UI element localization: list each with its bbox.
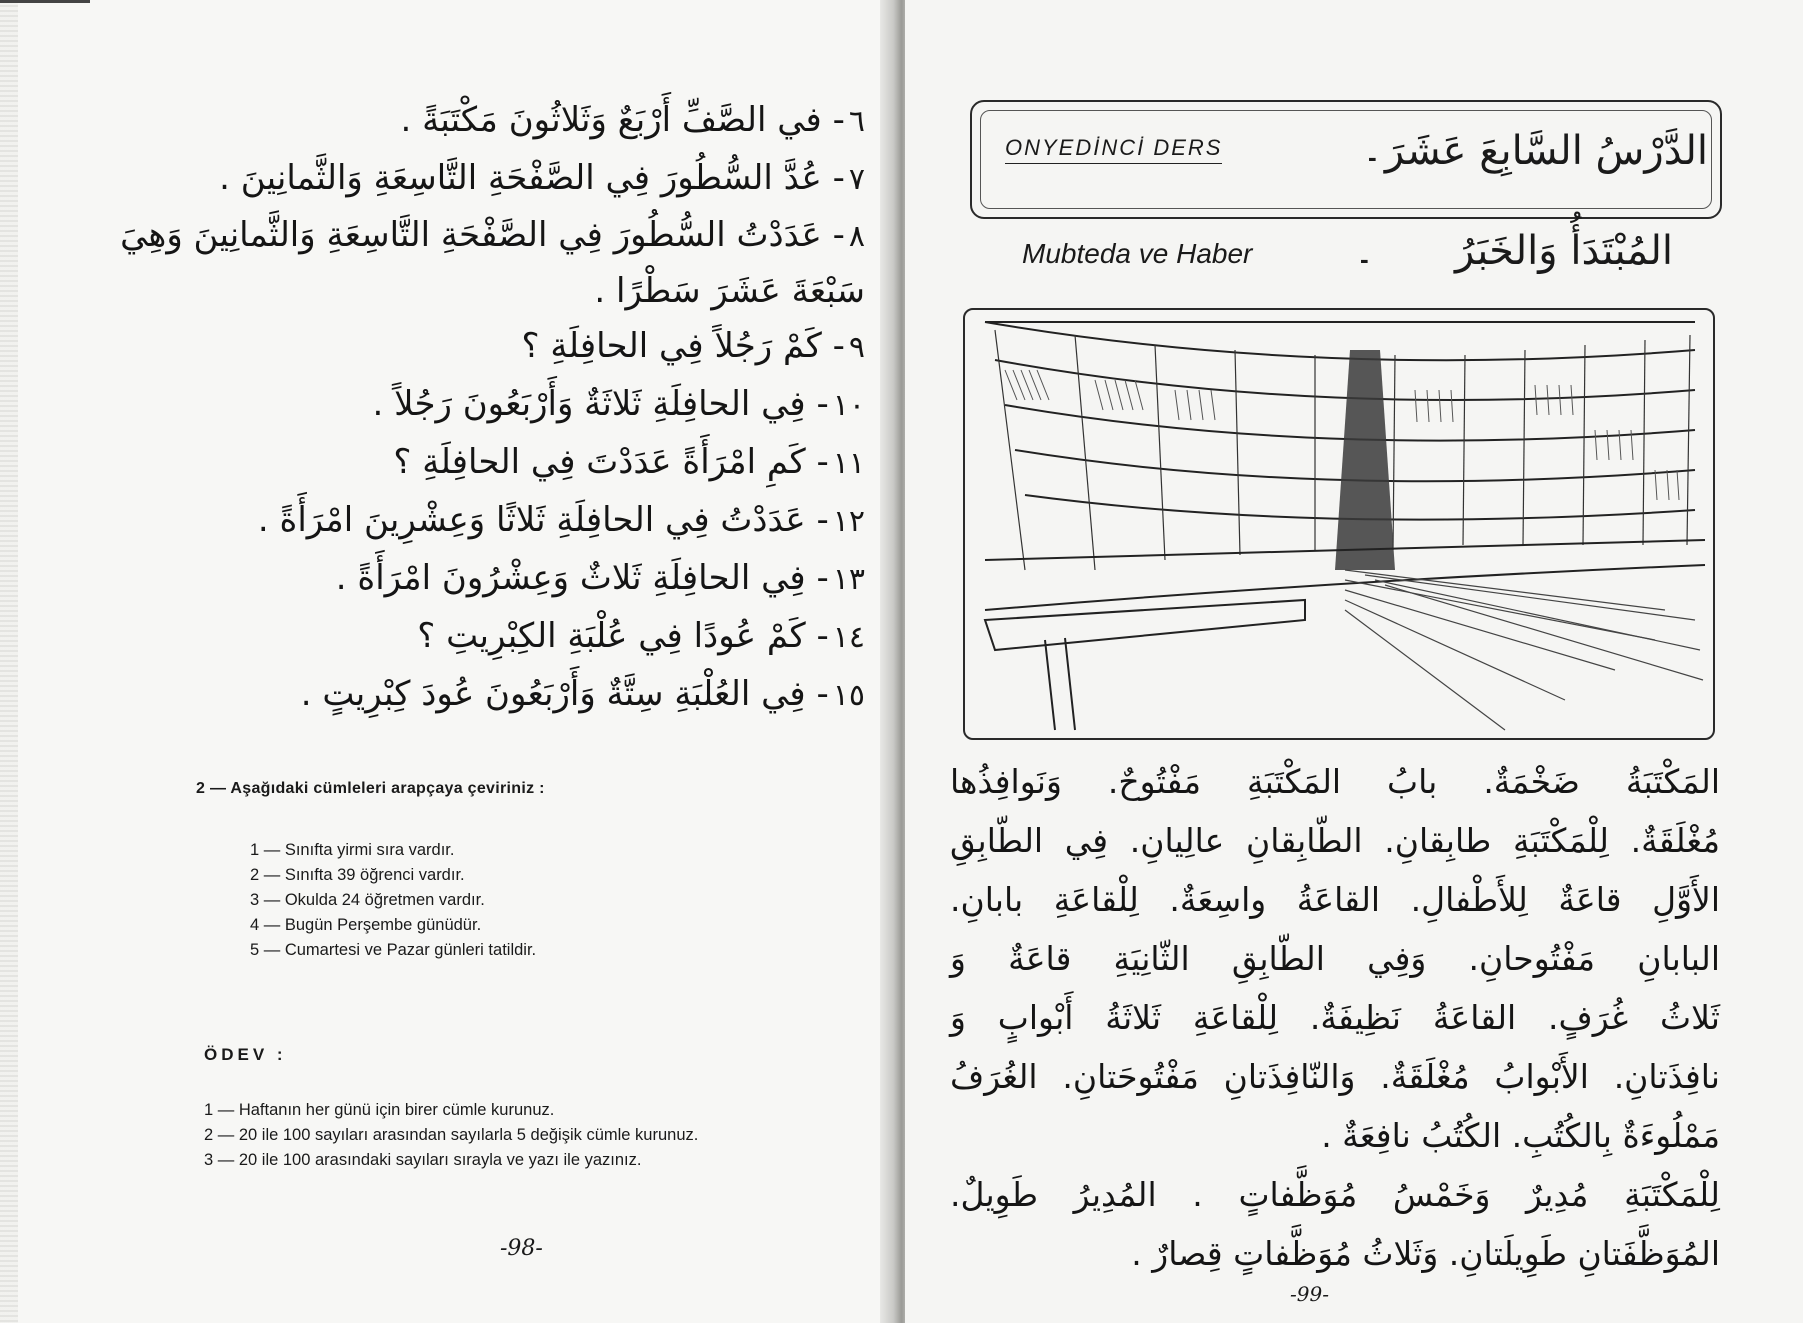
sentence-text: فِي الحافِلَةِ ثَلاثٌ وَعِشْرُونَ امْرَأَةً . [335, 558, 806, 598]
sentence-number: ١٤ [832, 620, 865, 655]
exercise-heading: 2 — Aşağıdaki cümleleri arapçaya çeviriniz : [196, 780, 545, 797]
topic-separator: - [1360, 244, 1369, 274]
sentence-text: فِي الحافِلَةِ ثَلاثَةٌ وَأَرْبَعُونَ رَجُلاً . [372, 384, 806, 424]
reading-passage [950, 752, 1720, 1283]
arabic-sentence: ١٤- كَمْ عُودًا فِي عُلْبَةِ الكِبْرِيتِ ؟ [417, 616, 865, 656]
sentence-text: عُدَّ السُّطُورَ فِي الصَّفْحَةِ التَّاسِعَةِ وَالثَّمانِينَ . [219, 158, 822, 198]
sentence-number: ٧ [848, 162, 865, 197]
sentence-number: ١١ [832, 446, 865, 481]
arabic-sentence: ٧- عُدَّ السُّطُورَ فِي الصَّفْحَةِ التَّاسِعَةِ وَالثَّمانِينَ . [219, 158, 865, 198]
arabic-sentence: ١٢- عَدَدْتُ فِي الحافِلَةِ ثَلاثًا وَعِشْرِينَ امْرَأَةً . [257, 500, 865, 540]
page-number-left: -98- [500, 1236, 543, 1261]
exercise-item: 5 — Cumartesi ve Pazar günleri tatildir. [250, 941, 537, 959]
arabic-exercise-list [105, 92, 865, 724]
sentence-number: ١٥ [832, 678, 865, 713]
sentence-number: ٩ [848, 330, 865, 365]
passage-line: المَكْتَبَةُ ضَخْمَةٌ. بابُ المَكْتَبَةِ مَفْتُوحٌ. وَنَوافِذُها [950, 762, 1720, 801]
sentence-number: ١٢ [832, 504, 865, 539]
homework-item: 3 — 20 ile 100 arasındaki sayıları sırayla ve yazı ile yazınız. [204, 1151, 642, 1169]
passage-line: مُغْلَقَةٌ. لِلْمَكْتَبَةِ طابِقانِ. الطّابِقانِ عالِيانِ. فِي الطّابِقِ [950, 821, 1720, 860]
sentence-number: ٨ [848, 219, 865, 254]
passage-line: لِلْمَكْتَبَةِ مُدِيرٌ وَخَمْسُ مُوَظَّفاتٍ . المُدِيرُ طَوِيلٌ. [950, 1175, 1720, 1214]
homework-list [204, 1098, 698, 1173]
exercise-item: 1 — Sınıfta yirmi sıra vardır. [250, 841, 455, 859]
exercise-item: 3 — Okulda 24 öğretmen vardır. [250, 891, 485, 909]
title-separator: - [1368, 142, 1377, 172]
library-illustration [963, 308, 1715, 740]
passage-line: البابانِ مَفْتُوحانِ. وَفِي الطّابِقِ الثّانِيَةِ قاعَةٌ وَ [950, 939, 1720, 978]
page-edge [0, 0, 18, 1323]
sentence-text: في الصَّفِّ أَرْبَعٌ وَثَلاثُونَ مَكْتَبَةً . [400, 100, 822, 140]
sentence-number: ٦ [848, 104, 865, 139]
homework-title: ÖDEV : [204, 1045, 287, 1064]
passage-line: الأَوَّلِ قاعَةٌ لِلأَطْفالِ. القاعَةُ واسِعَةٌ. لِلْقاعَةِ بابانِ. [950, 880, 1720, 919]
arabic-sentence: ١٣- فِي الحافِلَةِ ثَلاثٌ وَعِشْرُونَ امْرَأَةً . [335, 558, 865, 598]
passage-line: المُوَظَّفَتانِ طَوِيلَتانِ. وَثَلاثُ مُوَظَّفاتٍ قِصارٌ . [1131, 1234, 1720, 1273]
exercise-items [250, 838, 536, 963]
exercise-item: 4 — Bugün Perşembe günüdür. [250, 916, 482, 934]
homework-item: 1 — Haftanın her günü için birer cümle kurunuz. [204, 1101, 555, 1119]
sentence-text: كَمِ امْرَأَةً عَدَدْتَ فِي الحافِلَةِ ؟ [393, 442, 806, 482]
sentence-text: عَدَدْتُ فِي الحافِلَةِ ثَلاثًا وَعِشْرِينَ امْرَأَةً . [257, 500, 806, 540]
homework-item: 2 — 20 ile 100 sayıları arasından sayılarla 5 değişik cümle kurunuz. [204, 1126, 699, 1144]
sentence-text: فِي العُلْبَةِ سِتَّةٌ وَأَرْبَعُونَ عُودَ كِبْرِيتٍ . [300, 674, 806, 714]
library-drawing [965, 310, 1713, 738]
arabic-sentence: ١١- كَمِ امْرَأَةً عَدَدْتَ فِي الحافِلَةِ ؟ [393, 442, 865, 482]
sentence-number: ١٣ [832, 562, 865, 597]
top-rule [0, 0, 90, 3]
passage-line: نافِذَتانِ. الأَبْوابُ مُغْلَقَةٌ. وَالنّافِذَتانِ مَفْتُوحَتانِ. الغُرَفُ [950, 1057, 1720, 1096]
arabic-sentence: ١٠- فِي الحافِلَةِ ثَلاثَةٌ وَأَرْبَعُونَ رَجُلاً . [372, 384, 865, 424]
arabic-sentence: ١٥- فِي العُلْبَةِ سِتَّةٌ وَأَرْبَعُونَ عُودَ كِبْرِيتٍ . [300, 674, 865, 714]
arabic-sentence: ٦- في الصَّفِّ أَرْبَعٌ وَثَلاثُونَ مَكْتَبَةً . [400, 100, 865, 140]
topic-arabic: المُبْتَدَأُ وَالخَبَرُ [1455, 228, 1673, 274]
sentence-number: ١٠ [832, 388, 865, 423]
arabic-sentence: ٩- كَمْ رَجُلاً فِي الحافِلَةِ ؟ [521, 326, 865, 366]
passage-line: ثَلاثُ غُرَفٍ. القاعَةُ نَظِيفَةٌ. لِلْقاعَةِ ثَلاثَةُ أَبْوابٍ وَ [950, 998, 1720, 1037]
left-page [0, 0, 895, 1323]
topic-turkish: Mubteda ve Haber [1022, 238, 1253, 269]
lesson-title-arabic: الدَّرْسُ السَّابِعَ عَشَرَ [1384, 128, 1708, 174]
page-number-right: -99- [1290, 1282, 1329, 1306]
passage-line: مَمْلُوءَةٌ بِالكُتُبِ. الكُتُبُ نافِعَةٌ . [1321, 1116, 1720, 1155]
exercise-item: 2 — Sınıfta 39 öğrenci vardır. [250, 866, 465, 884]
sentence-text: كَمْ عُودًا فِي عُلْبَةِ الكِبْرِيتِ ؟ [417, 616, 806, 656]
arabic-sentence: ٨- عَدَدْتُ السُّطُورَ فِي الصَّفْحَةِ التَّاسِعَةِ وَالثَّمانِينَ وَهِيَ سَبْعَةَ عَشَرَ سَطْرًا . [120, 215, 865, 311]
sentence-text: كَمْ رَجُلاً فِي الحافِلَةِ ؟ [521, 326, 822, 366]
sentence-text: عَدَدْتُ السُّطُورَ فِي الصَّفْحَةِ التَّاسِعَةِ وَالثَّمانِينَ وَهِيَ سَبْعَةَ عَشَرَ سَطْرًا . [120, 215, 865, 311]
lesson-title-turkish: ONYEDİNCİ DERS [1005, 135, 1222, 164]
